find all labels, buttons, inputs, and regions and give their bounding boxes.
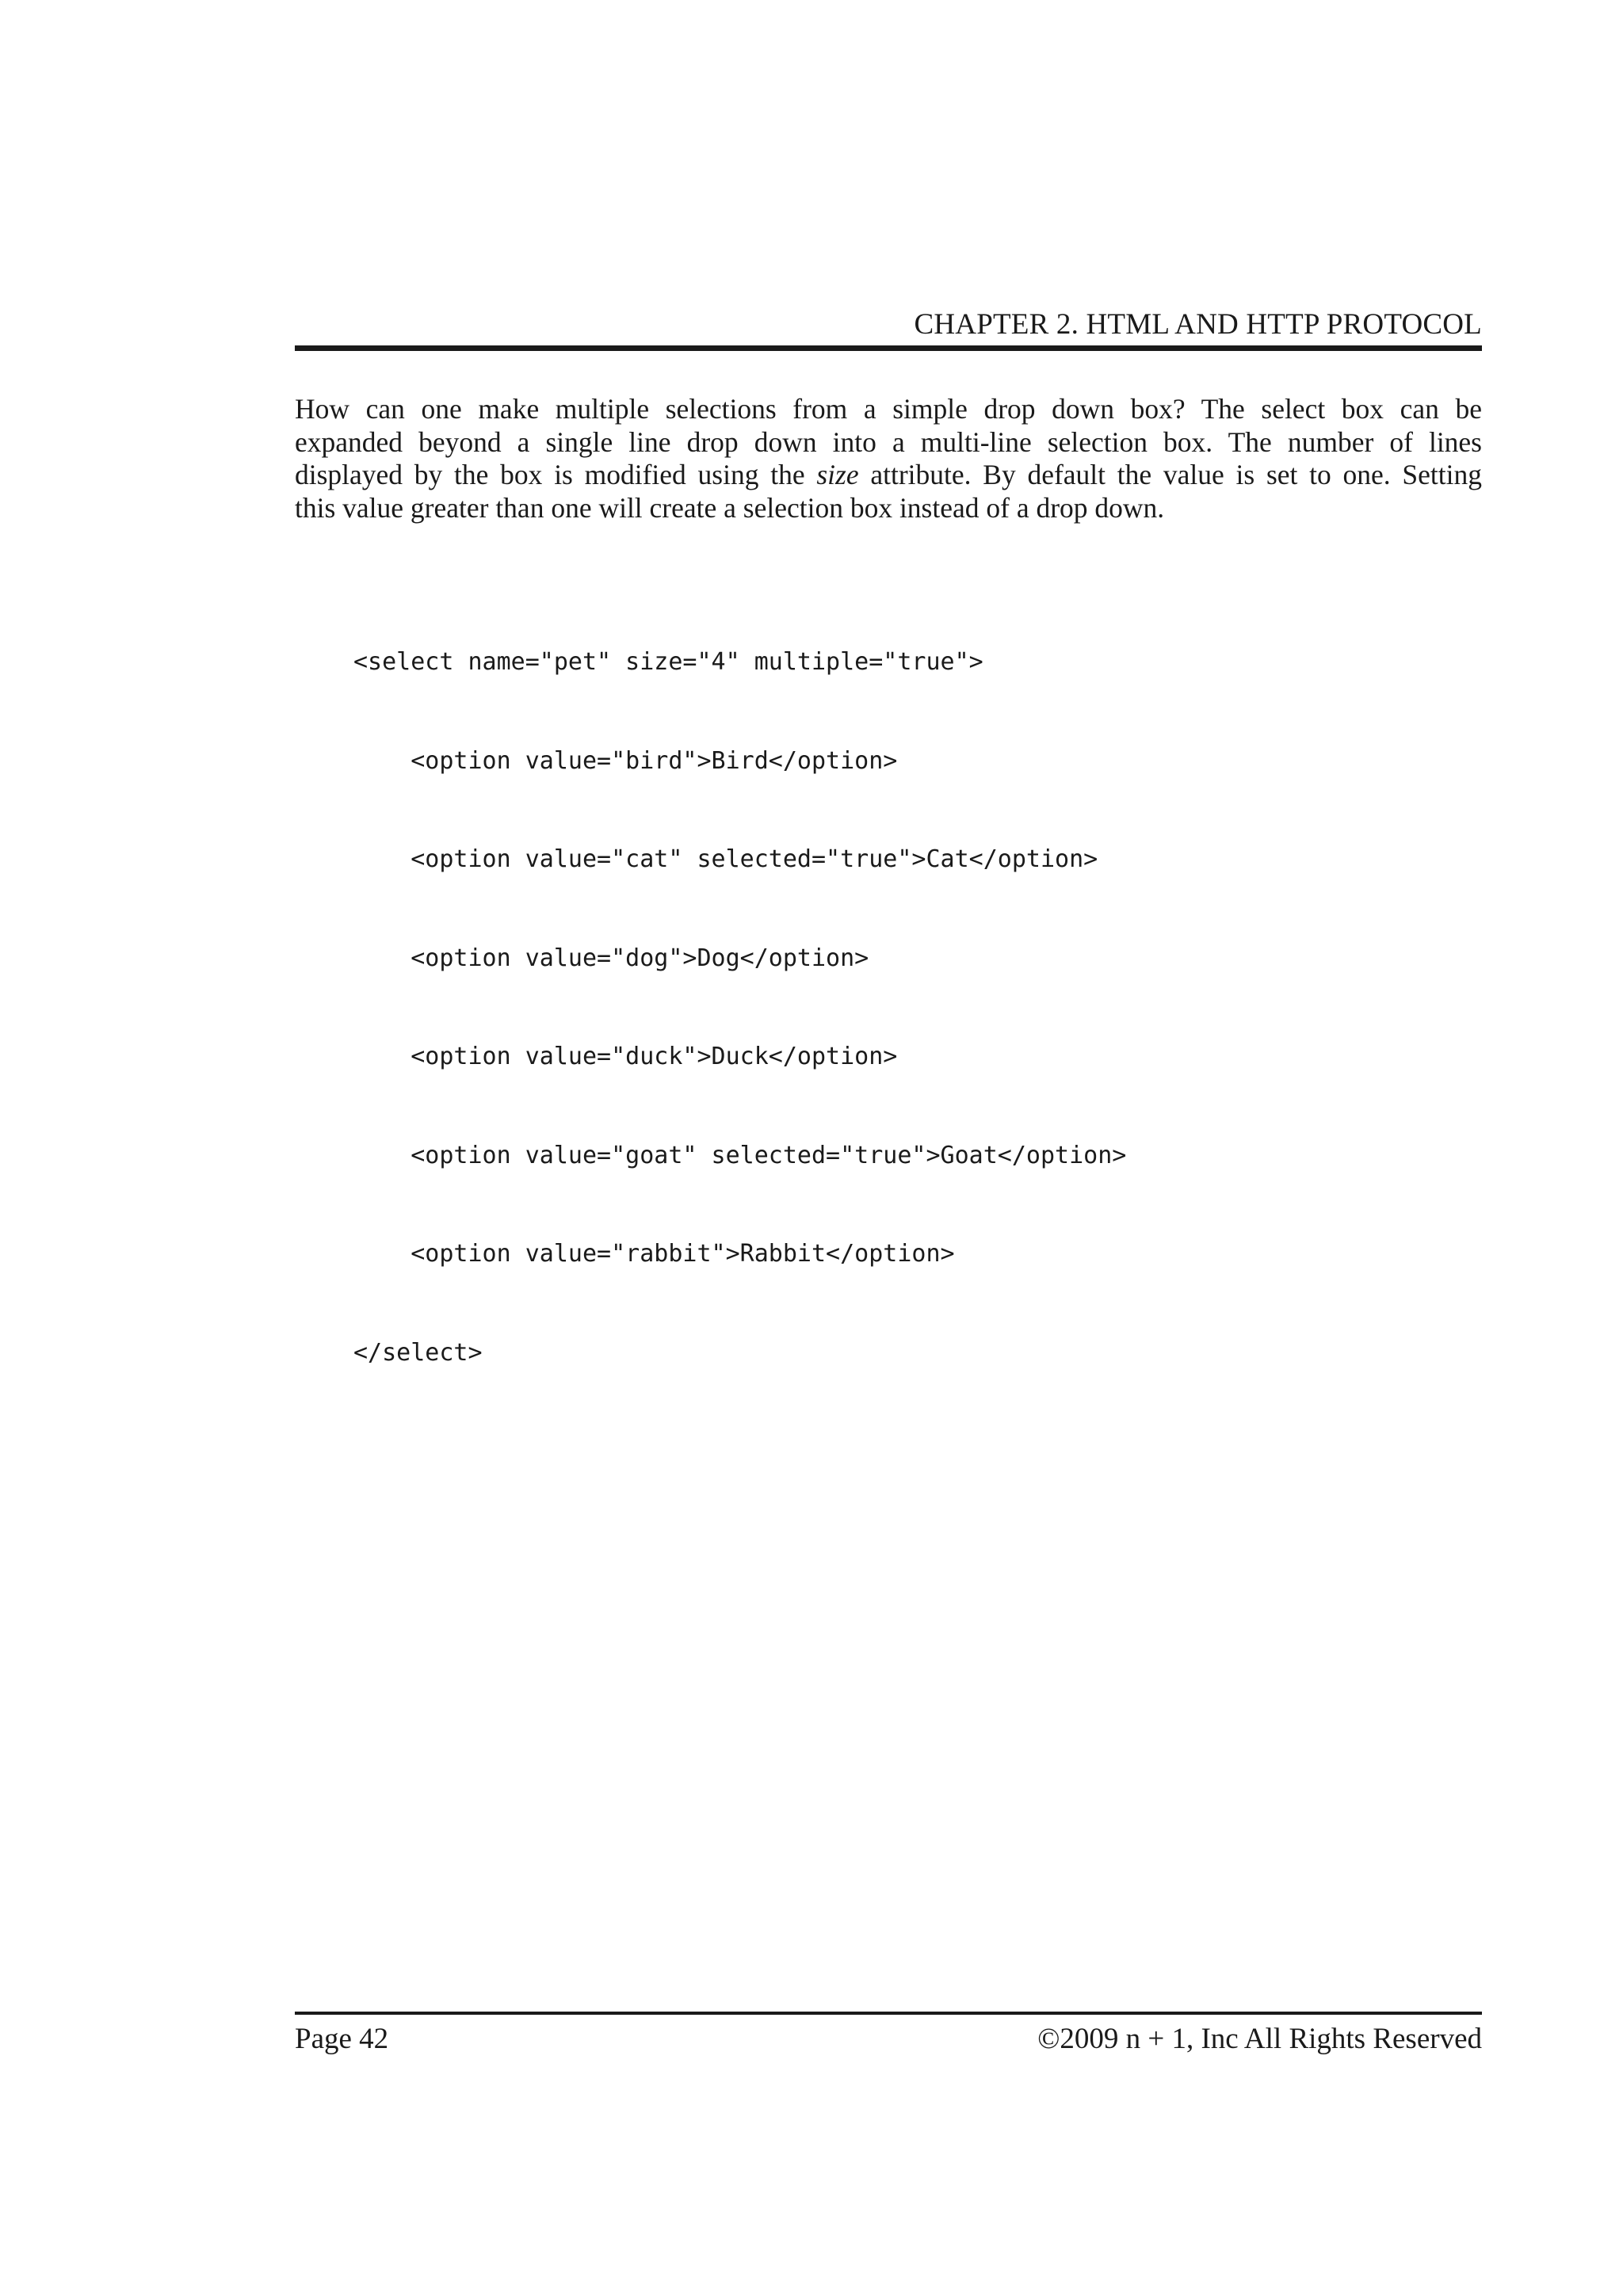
code-line: </select> — [353, 1338, 483, 1367]
paragraph-line-3-end: attribute. By default the value is set to one. Setting — [858, 459, 1482, 490]
paragraph-line-3 — [295, 459, 1482, 492]
header-rule — [295, 345, 1482, 351]
footer-rule — [295, 2012, 1482, 2015]
paragraph-line-4: this value greater than one will create a selection box instead of a drop down. — [295, 491, 1165, 524]
body-paragraph — [295, 393, 1482, 524]
paragraph-line-3-start: displayed by the box is modified using the — [295, 459, 817, 490]
size-attribute-italic: size — [816, 459, 859, 490]
page-number: Page 42 — [295, 2023, 389, 2055]
paragraph-line-1: How can one make multiple selections from a simple drop down box? The select box can be — [295, 393, 1482, 425]
code-line: <select name="pet" size="4" multiple="true"> — [353, 648, 983, 676]
code-line: <option value="rabbit">Rabbit</option> — [353, 1240, 955, 1268]
code-line: <option value="duck">Duck</option> — [353, 1043, 898, 1070]
code-line: <option value="goat" selected="true">Goat</option> — [353, 1141, 1127, 1169]
paragraph-line-2: expanded beyond a single line drop down into a multi-line selection box. The number of lines — [295, 425, 1482, 458]
copyright-notice: ©2009 n + 1, Inc All Rights Reserved — [1037, 2023, 1482, 2055]
running-header: CHAPTER 2. HTML AND HTTP PROTOCOL — [914, 308, 1482, 341]
code-listing — [353, 580, 1126, 1402]
code-line: <option value="dog">Dog</option> — [353, 944, 869, 972]
code-line: <option value="bird">Bird</option> — [353, 746, 898, 775]
code-line: <option value="cat" selected="true">Cat</option> — [353, 845, 1098, 873]
